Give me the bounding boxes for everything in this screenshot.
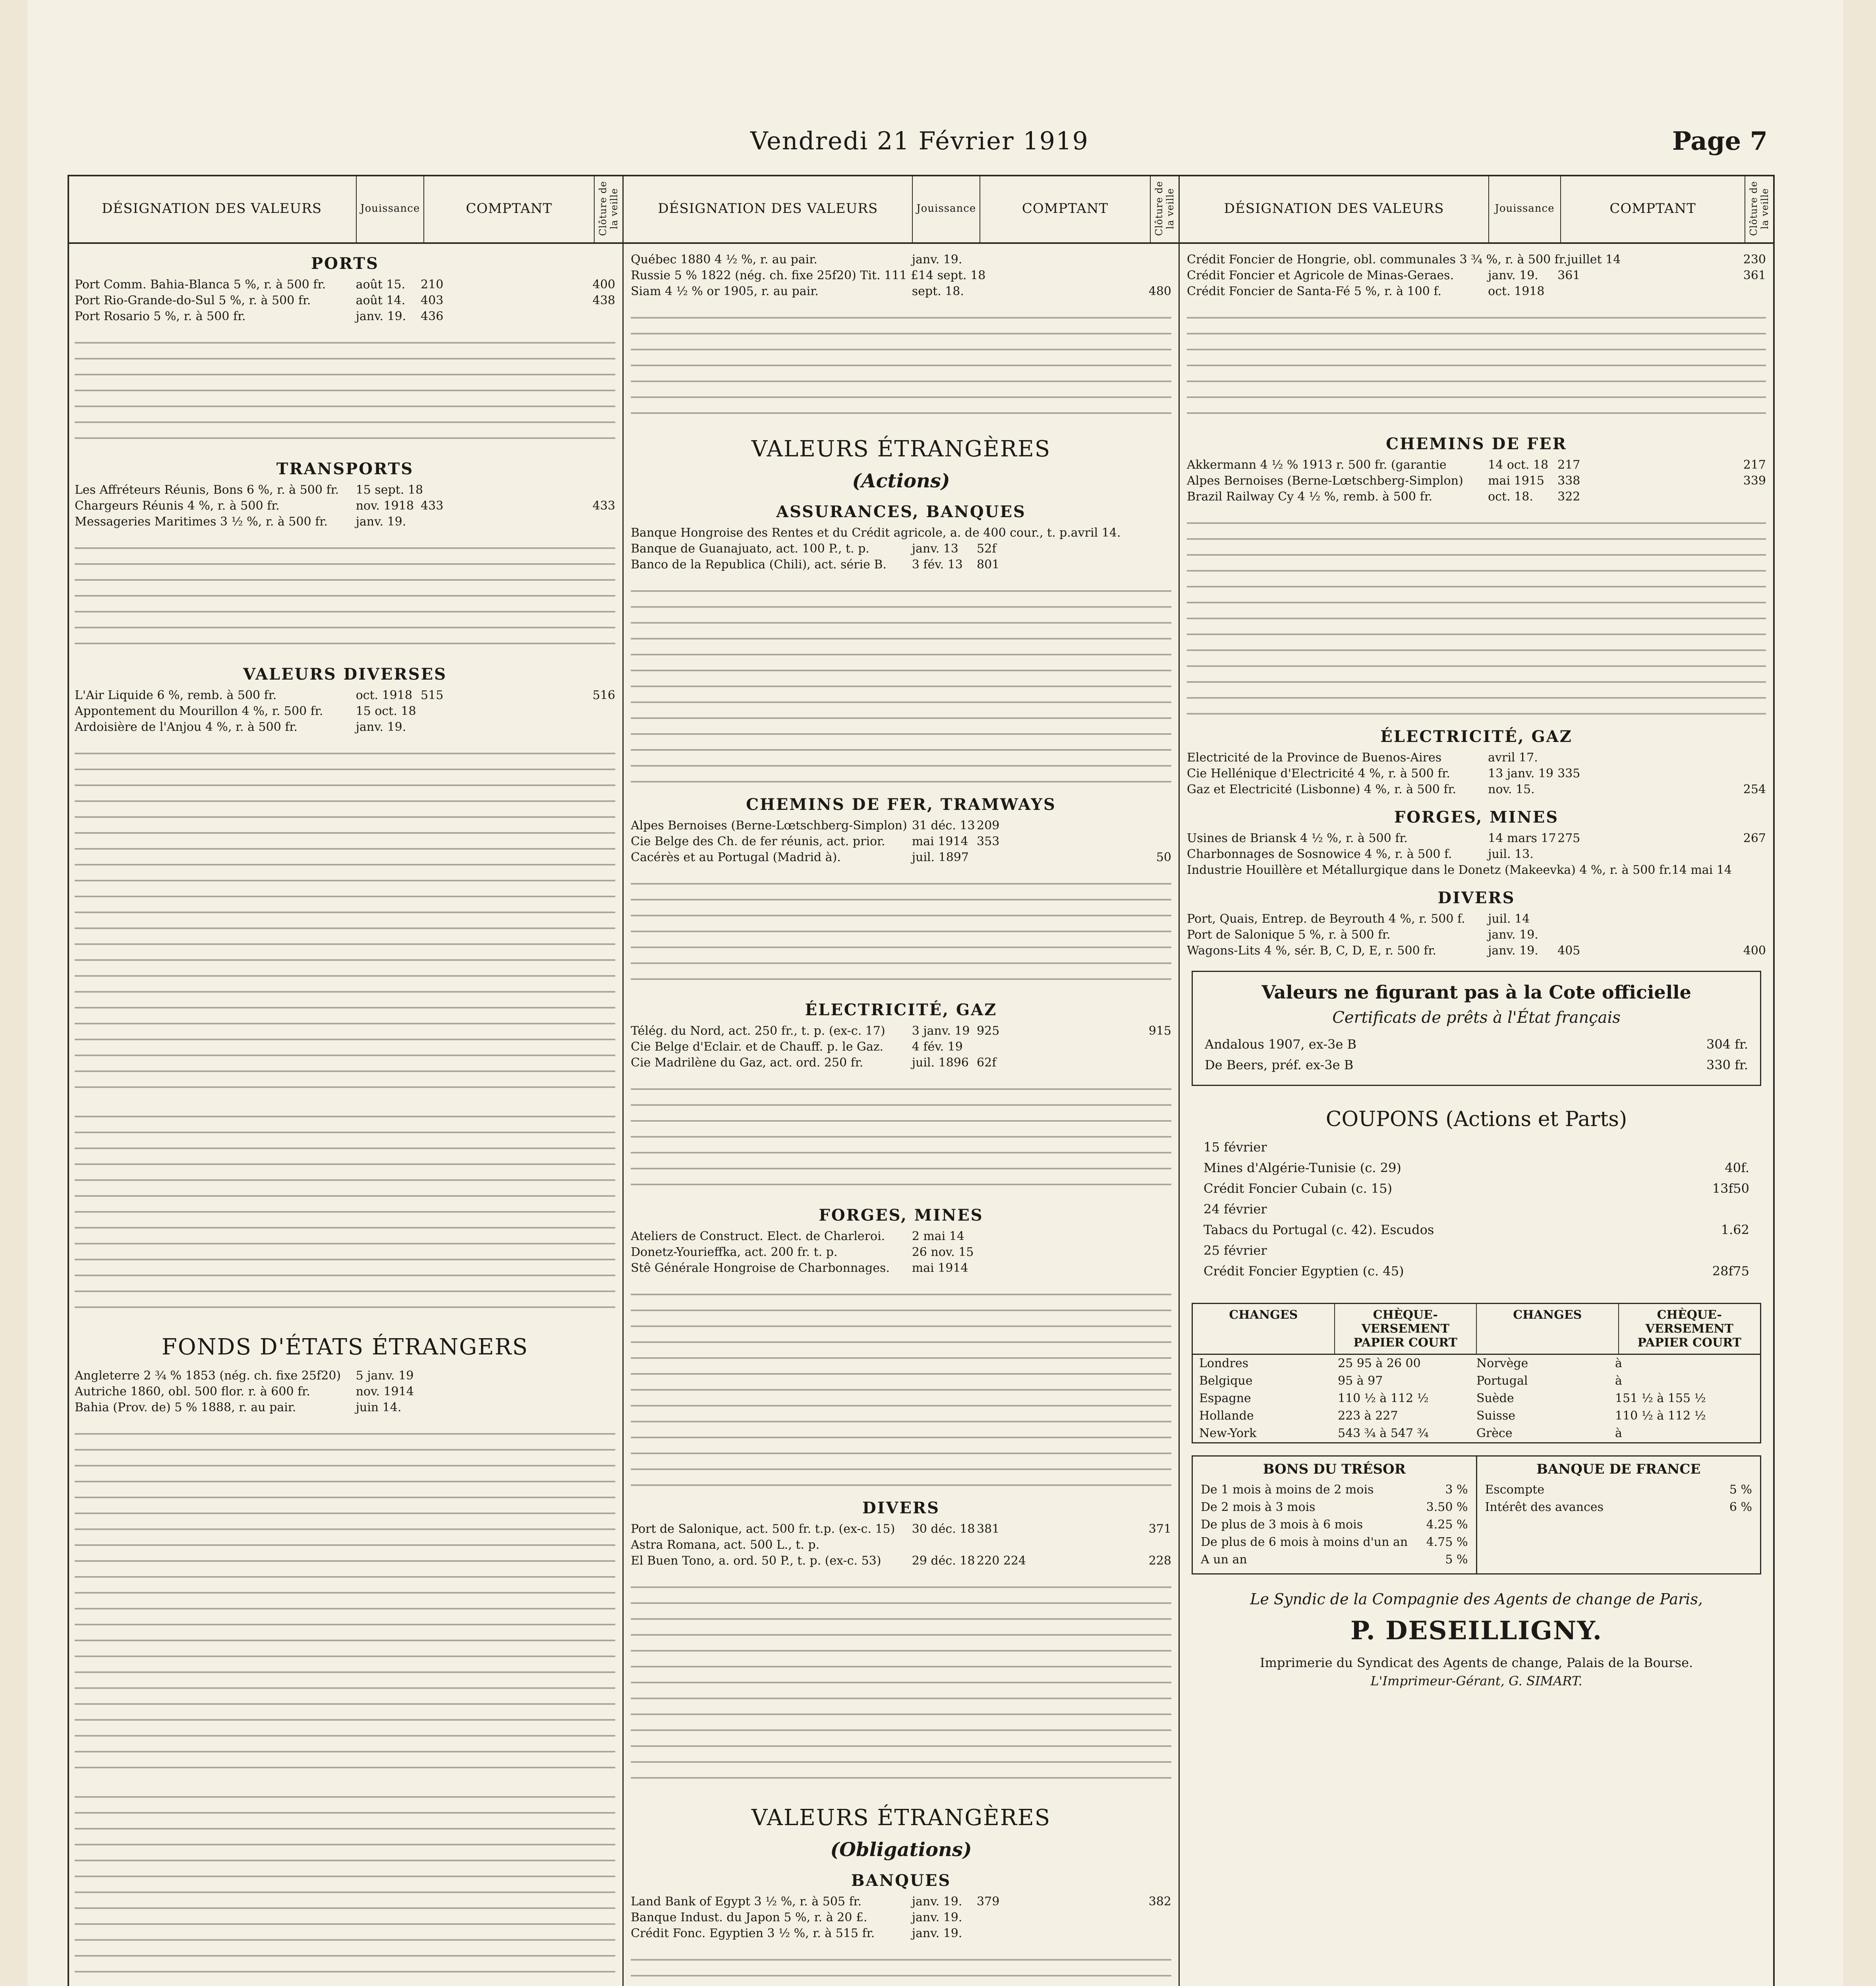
table-row: Brazil Railway Cy 4 ½ %, remb. à 500 fr. oct. 18. 322 bbox=[1187, 490, 1580, 504]
table-row: Cacérès et au Portugal (Madrid à). juil. 1897 50 bbox=[631, 850, 1171, 864]
gerant-line: L'Imprimeur-Gérant, G. SIMART. bbox=[1370, 1673, 1582, 1688]
table-row: Siam 4 ½ % or 1905, r. au pair. sept. 18. 480 bbox=[631, 284, 1171, 298]
section-title: ÉLECTRICITÉ, GAZ bbox=[1380, 727, 1573, 746]
header-comptant: COMPTANT bbox=[424, 175, 595, 242]
table-row: Akkermann 4 ½ % 1913 r. 500 fr. (garantie 14 oct. 18 217 217 bbox=[1187, 458, 1766, 472]
section-title: PORTS bbox=[311, 254, 379, 273]
section-title: DIVERS bbox=[862, 1499, 940, 1517]
table-row: Banco de la Republica (Chili), act. série B. 3 fév. 13 801 bbox=[631, 558, 1000, 572]
table-row: Charbonnages de Sosnowice 4 %, r. à 500 f. juil. 13. bbox=[1187, 847, 1534, 861]
table-row: Banque de Guanajuato, act. 100 P., t. p. janv. 13 52f bbox=[631, 542, 997, 556]
header-cloture: Clôture de la veille bbox=[1153, 181, 1176, 236]
list-item: De plus de 3 mois à 6 mois 4.25 % bbox=[1201, 1518, 1468, 1532]
section-title: CHEMINS DE FER, TRAMWAYS bbox=[746, 795, 1056, 814]
page-frame bbox=[68, 175, 1775, 1986]
table-row: L'Air Liquide 6 %, remb. à 500 fr. oct. 1918 515 516 bbox=[75, 688, 615, 702]
table-row: Cie Belge d'Eclair. et de Chauff. p. le Gaz. 4 fév. 19 bbox=[631, 1040, 963, 1054]
list-item: Escompte 5 % bbox=[1485, 1483, 1752, 1497]
table-row: Crédit Foncier de Santa-Fé 5 %, r. à 100 f. oct. 1918 bbox=[1187, 284, 1545, 298]
box-title: Valeurs ne figurant pas à la Cote officielle bbox=[1262, 981, 1691, 1003]
table-row: Port Rosario 5 %, r. à 500 fr. janv. 19. 436 bbox=[75, 309, 444, 323]
table-row: Angleterre 2 ¾ % 1853 (nég. ch. fixe 25f20) 5 janv. 19 bbox=[75, 1369, 414, 1383]
table-row: Banque Hongroise des Rentes et du Crédit agricole, a. de 400 cour., t. p. avril 14. bbox=[631, 526, 1121, 540]
header-jouissance: Jouissance bbox=[1489, 175, 1561, 242]
list-item: 15 février bbox=[1204, 1140, 1267, 1155]
section-subtitle: (Obligations) bbox=[830, 1839, 972, 1861]
table-row: Crédit Fonc. Egyptien 3 ½ %, r. à 515 fr. janv. 19. bbox=[631, 1926, 962, 1940]
section-title: TRANSPORTS bbox=[276, 460, 414, 478]
section-title: FORGES, MINES bbox=[1394, 808, 1559, 827]
table-row: Wagons-Lits 4 %, sér. B, C, D, E, r. 500 fr. janv. 19. 405 400 bbox=[1187, 944, 1766, 958]
table-row: Messageries Maritimes 3 ½ %, r. à 500 fr. janv. 19. bbox=[75, 515, 406, 529]
table-row: Port, Quais, Entrep. de Beyrouth 4 %, r. 500 f. juil. 14 bbox=[1187, 912, 1530, 926]
header-cloture: Clôture de la veille bbox=[597, 181, 620, 236]
box-title: COUPONS (Actions et Parts) bbox=[1325, 1107, 1627, 1131]
list-item: Andalous 1907, ex-3e B 304 fr. bbox=[1205, 1037, 1748, 1052]
header-designation: DÉSIGNATION DES VALEURS bbox=[68, 175, 357, 242]
section-title: ÉLECTRICITÉ, GAZ bbox=[805, 1001, 997, 1019]
table-row: Land Bank of Egypt 3 ½ %, r. à 505 fr. janv. 19. 379 382 bbox=[631, 1895, 1171, 1909]
table-row: New-York 543 ¾ à 547 ¾ Grèce à bbox=[1199, 1426, 1622, 1440]
table-row: Autriche 1860, obl. 500 flor. r. à 600 fr. nov. 1914 bbox=[75, 1385, 414, 1399]
header-comptant: COMPTANT bbox=[1561, 175, 1745, 242]
table-row: Cie Madrilène du Gaz, act. ord. 250 fr. juil. 1896 62f bbox=[631, 1056, 997, 1070]
table-row: Port de Salonique 5 %, r. à 500 fr. janv. 19. bbox=[1187, 928, 1538, 942]
table-row: El Buen Tono, a. ord. 50 P., t. p. (ex-c. 53) 29 déc. 18 220 224 228 bbox=[631, 1554, 1171, 1568]
section-title: DIVERS bbox=[1437, 889, 1515, 907]
table-row: Port de Salonique, act. 500 fr. t.p. (ex-c. 15) 30 déc. 18 381 371 bbox=[631, 1522, 1171, 1536]
table-row: Belgique 95 à 97 Portugal à bbox=[1199, 1374, 1622, 1388]
banque-de-france: BANQUE DE FRANCE Escompte 5 % Intérêt des avances 6 % bbox=[1477, 1457, 1760, 1573]
section-title: ASSURANCES, BANQUES bbox=[776, 502, 1026, 521]
section-title: VALEURS ÉTRANGÈRES bbox=[751, 1805, 1051, 1831]
header-jouissance: Jouissance bbox=[913, 175, 980, 242]
table-row: Alpes Bernoises (Berne-Lœtschberg-Simplon) 31 déc. 13 209 bbox=[631, 819, 1000, 833]
table-row: Chargeurs Réunis 4 %, r. à 500 fr. nov. 1918 433 433 bbox=[75, 499, 615, 513]
section-title: BANQUES bbox=[851, 1871, 951, 1890]
page-sheet bbox=[28, 0, 1843, 1986]
signatory-name: P. DESEILLIGNY. bbox=[1350, 1616, 1603, 1646]
list-item: Crédit Foncier Cubain (c. 15) 13f50 bbox=[1204, 1181, 1749, 1196]
header-cloture: Clôture de la veille bbox=[1748, 181, 1770, 236]
table-row: Les Affréteurs Réunis, Bons 6 %, r. à 500 fr. 15 sept. 18 bbox=[75, 483, 423, 497]
printer-line: Imprimerie du Syndicat des Agents de change, Palais de la Bourse. bbox=[1260, 1655, 1693, 1670]
table-row: Banque Indust. du Japon 5 %, r. à 20 £. janv. 19. bbox=[631, 1911, 962, 1924]
table-row: Stê Générale Hongroise de Charbonnages. mai 1914 bbox=[631, 1261, 968, 1275]
list-item: De plus de 6 mois à moins d'un an 4.75 % bbox=[1201, 1535, 1468, 1549]
page-number: Page 7 bbox=[1672, 126, 1768, 156]
table-row: Crédit Foncier de Hongrie, obl. communales 3 ¾ %, r. à 500 fr. juillet 14 230 bbox=[1187, 253, 1766, 267]
table-row: Appontement du Mourillon 4 %, r. 500 fr. 15 oct. 18 bbox=[75, 704, 416, 718]
section-title: FORGES, MINES bbox=[819, 1206, 983, 1225]
list-item: A un an 5 % bbox=[1201, 1553, 1468, 1567]
list-item: De 1 mois à moins de 2 mois 3 % bbox=[1201, 1483, 1468, 1497]
list-item: 24 février bbox=[1204, 1202, 1267, 1217]
table-row: Port Comm. Bahia-Blanca 5 %, r. à 500 fr. août 15. 210 400 bbox=[75, 278, 615, 292]
table-row: Québec 1880 4 ½ %, r. au pair. janv. 19. bbox=[631, 253, 962, 267]
table-row: Gaz et Electricité (Lisbonne) 4 %, r. à 500 fr. nov. 15. 254 bbox=[1187, 782, 1766, 796]
list-item: Tabacs du Portugal (c. 42). Escudos 1.62 bbox=[1204, 1222, 1749, 1237]
list-item: Mines d'Algérie-Tunisie (c. 29) 40f. bbox=[1204, 1160, 1749, 1175]
box-subtitle: Certificats de prêts à l'État français bbox=[1332, 1008, 1621, 1027]
table-row: Ateliers de Construct. Elect. de Charleroi. 2 mai 14 bbox=[631, 1229, 964, 1243]
header-designation: DÉSIGNATION DES VALEURS bbox=[624, 175, 913, 242]
table-row: Russie 5 % 1822 (nég. ch. fixe 25f20) Tit. 111 £ 14 sept. 18 bbox=[631, 269, 986, 282]
list-item: 25 février bbox=[1204, 1243, 1267, 1258]
list-item: Crédit Foncier Egyptien (c. 45) 28f75 bbox=[1204, 1263, 1749, 1279]
table-row: Electricité de la Province de Buenos-Aires avril 17. bbox=[1187, 751, 1538, 765]
masthead bbox=[68, 119, 1772, 163]
table-row: Industrie Houillère et Métallurgique dans le Donetz (Makeevka) 4 %, r. à 500 fr. 14 mai 14 bbox=[1187, 863, 1732, 877]
table-row: Astra Romana, act. 500 L., t. p. bbox=[631, 1538, 820, 1552]
table-row: Crédit Foncier et Agricole de Minas-Geraes. janv. 19. 361 361 bbox=[1187, 269, 1766, 282]
table-row: Port Rio-Grande-do-Sul 5 %, r. à 500 fr. août 14. 403 438 bbox=[75, 294, 615, 307]
header-comptant: COMPTANT bbox=[980, 175, 1151, 242]
section-title: FONDS D'ÉTATS ÉTRANGERS bbox=[161, 1334, 529, 1360]
section-title: VALEURS DIVERSES bbox=[243, 665, 447, 684]
table-row: Télég. du Nord, act. 250 fr., t. p. (ex-c. 17) 3 janv. 19 925 915 bbox=[631, 1024, 1171, 1038]
syndic-line: Le Syndic de la Compagnie des Agents de change de Paris, bbox=[1250, 1590, 1703, 1608]
table-row: Cie Hellénique d'Electricité 4 %, r. à 500 fr. 13 janv. 19 335 bbox=[1187, 767, 1580, 780]
header-designation: DÉSIGNATION DES VALEURS bbox=[1180, 175, 1489, 242]
changes-header: CHANGES CHÈQUE-VERSEMENT PAPIER COURT CHANGES CHÈQUE-VERSEMENT PAPIER COURT bbox=[1193, 1304, 1760, 1355]
table-row: Cie Belge des Ch. de fer réunis, act. prior. mai 1914 353 bbox=[631, 835, 1000, 848]
table-row: Londres 25 95 à 26 00 Norvège à bbox=[1199, 1356, 1622, 1370]
bons-tresor: BONS DU TRÉSOR De 1 mois à moins de 2 mois 3 % De 2 mois à 3 mois 3.50 % De plus de 3 mois à 6 mois 4.25 % De plus de 6 mois à moins d'un an 4.75 % A un an 5 % bbox=[1193, 1457, 1477, 1573]
list-item: De Beers, préf. ex-3e B 330 fr. bbox=[1205, 1057, 1748, 1072]
table-row: Alpes Bernoises (Berne-Lœtschberg-Simplon) mai 1915 338 339 bbox=[1187, 474, 1766, 488]
list-item: De 2 mois à 3 mois 3.50 % bbox=[1201, 1500, 1468, 1514]
section-subtitle: (Actions) bbox=[852, 470, 950, 492]
table-row: Usines de Briansk 4 ½ %, r. à 500 fr. 14 mars 17 275 267 bbox=[1187, 831, 1766, 845]
table-row: Bahia (Prov. de) 5 % 1888, r. au pair. juin 14. bbox=[75, 1401, 402, 1414]
section-title: VALEURS ÉTRANGÈRES bbox=[751, 436, 1051, 462]
table-row: Hollande 223 à 227 Suisse 110 ½ à 112 ½ bbox=[1199, 1409, 1706, 1423]
section-title: CHEMINS DE FER bbox=[1386, 435, 1567, 453]
header-jouissance: Jouissance bbox=[357, 175, 424, 242]
list-item: Intérêt des avances 6 % bbox=[1485, 1500, 1752, 1514]
table-row: Ardoisière de l'Anjou 4 %, r. à 500 fr. janv. 19. bbox=[75, 720, 406, 734]
table-row: Espagne 110 ½ à 112 ½ Suède 151 ½ à 155 ½ bbox=[1199, 1391, 1706, 1405]
masthead-date: Vendredi 21 Février 1919 bbox=[750, 126, 1089, 155]
table-row: Donetz-Yourieffka, act. 200 fr. t. p. 26 nov. 15 bbox=[631, 1245, 974, 1259]
